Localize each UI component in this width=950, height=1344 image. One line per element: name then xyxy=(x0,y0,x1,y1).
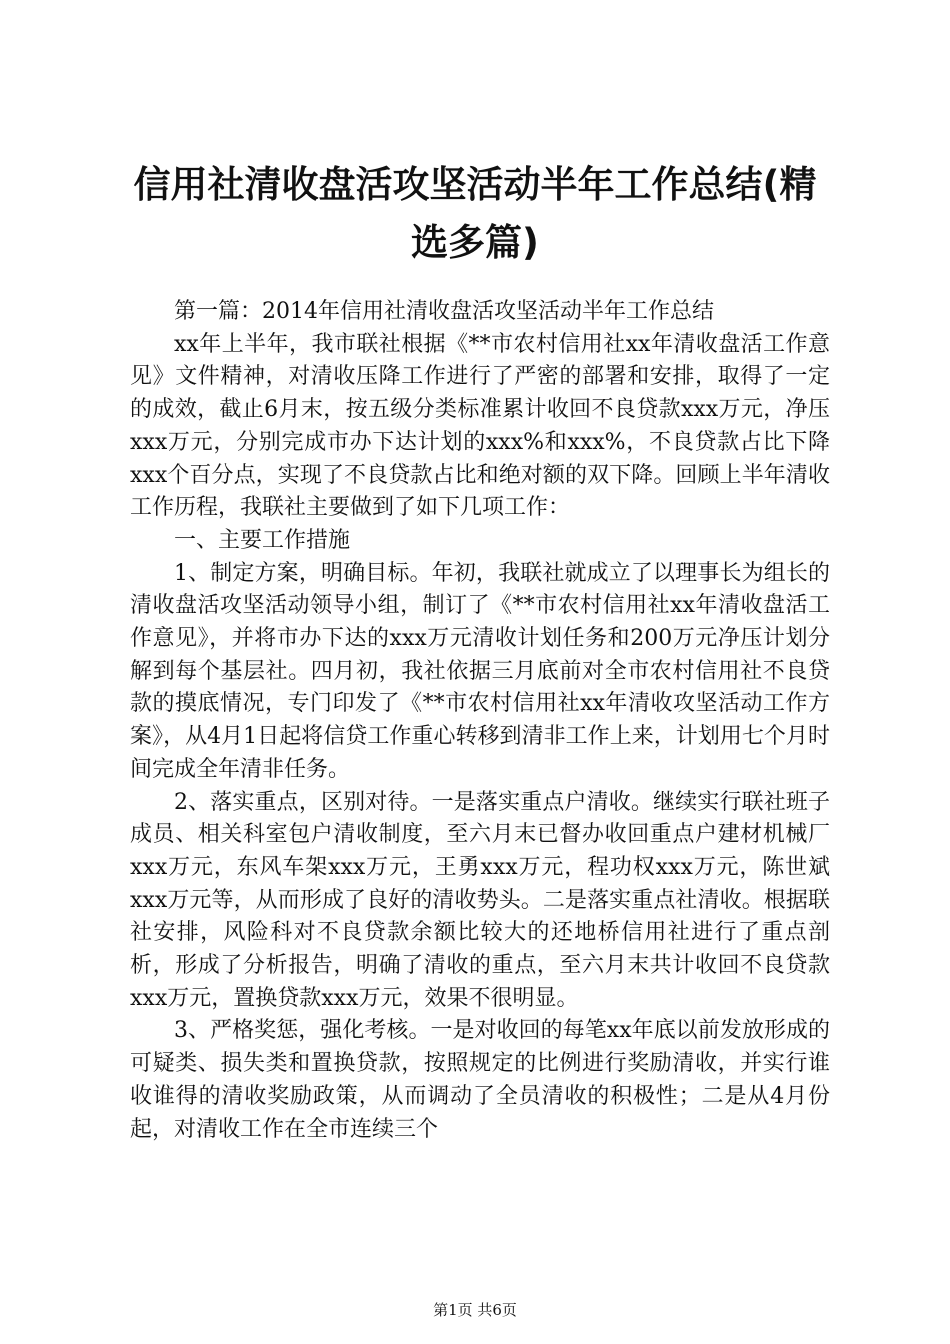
paragraph-measure-3: 3、严格奖惩，强化考核。一是对收回的每笔xx年底以前发放形成的可疑类、损失类和置换贷款，按照规定的比例进行奖励清收，并实行谁收谁得的清收奖励政策，从而调动了全员清收的积极性；二是从4月份起，对清收工作在全市连续三个 xyxy=(130,1018,830,1142)
paragraph-measures-heading: 一、主要工作措施 xyxy=(174,527,351,553)
paragraph-measure-1: 1、制定方案，明确目标。年初，我联社就成立了以理事长为组长的清收盘活攻坚活动领导小组，制订了《**市农村信用社xx年清收盘活工作意见》，并将市办下达的xxx万元清收计划任务和200万元净压计划分解到每个基层社。四月初，我社依据三月底前对全市农村信用社不良贷款的摸底情况，专门印发了《**市农村信用社xx年清收攻坚活动工作方案》，从4月1日起将信贷工作重心转移到清非工作上来，计划用七个月时间完成全年清非任务。 xyxy=(130,560,830,782)
document-body xyxy=(130,296,830,1146)
paragraph-intro: xx年上半年，我市联社根据《**市农村信用社xx年清收盘活工作意见》文件精神，对清收压降工作进行了严密的部署和安排，取得了一定的成效，截止6月末，按五级分类标准累计收回不良贷款xxx万元，净压xxx万元，分别完成市办下达计划的xxx%和xxx%，不良贷款占比下降xxx个百分点，实现了不良贷款占比和绝对额的双下降。回顾上半年清收工作历程，我联社主要做到了如下几项工作： xyxy=(130,331,830,521)
document-title: 信用社清收盘活攻坚活动半年工作总结(精选多篇) xyxy=(133,163,817,264)
paragraph-section-heading: 第一篇：2014年信用社清收盘活攻坚活动半年工作总结 xyxy=(174,299,714,324)
page-footer: 第1页 共6页 xyxy=(433,1301,517,1319)
paragraph-measure-2: 2、落实重点，区别对待。一是落实重点户清收。继续实行联社班子成员、相关科室包户清收制度，至六月末已督办收回重点户建材机械厂xxx万元，东风车架xxx万元，王勇xxx万元，程功权xxx万元，陈世斌xxx万元等，从而形成了良好的清收势头。二是落实重点社清收。根据联社安排，风险科对不良贷款余额比较大的还地桥信用社进行了重点剖析，形成了分析报告，明确了清收的重点，至六月末共计收回不良贷款xxx万元，置换贷款xxx万元，效果不很明显。 xyxy=(130,789,830,1011)
